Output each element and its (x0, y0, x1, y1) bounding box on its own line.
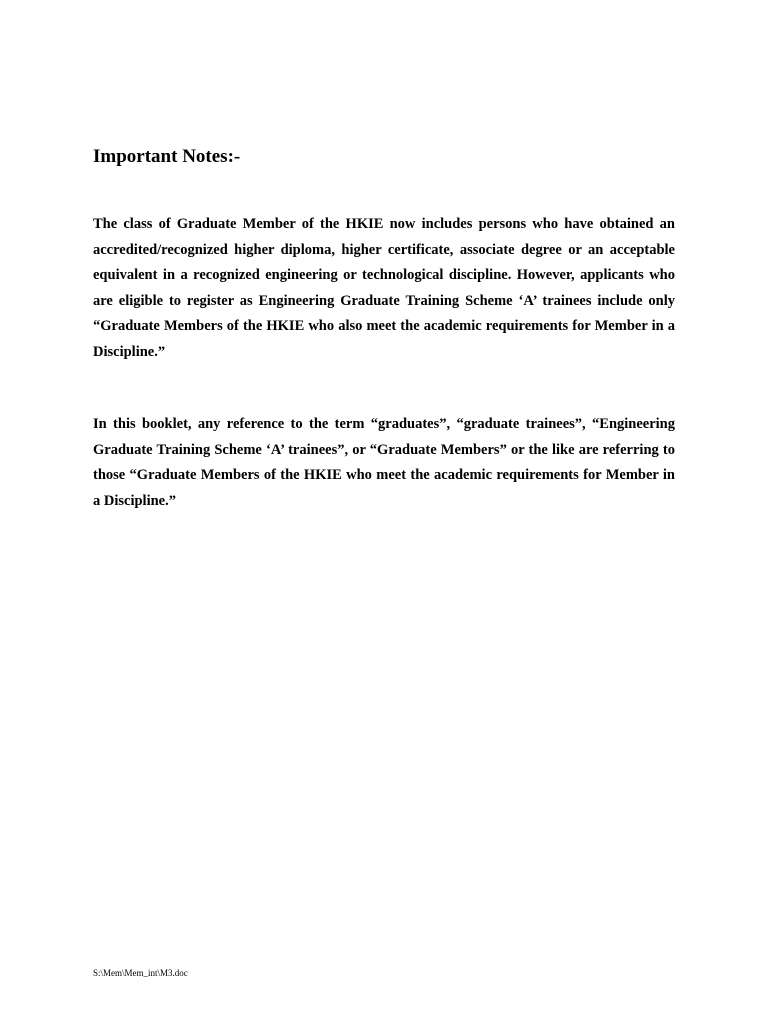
paragraph-graduate-member-class: The class of Graduate Member of the HKIE now includes persons who have obtained an accredited/recognized higher diploma, higher certificate, associate degree or an acceptable equivalent in a recognized engineering or technological discipline. However, applicants who are eligible to register as Engineering Graduate Training Scheme ‘A’ trainees include only “Graduate Members of the HKIE who also meet the academic requirements for Member in a Discipline.” (93, 216, 675, 360)
footer-file-path: S:\Mem\Mem_int\M3.doc (93, 968, 188, 978)
paragraph-booklet-terminology: In this booklet, any reference to the term “graduates”, “graduate trainees”, “Engineering Graduate Training Scheme ‘A’ trainees”, or “Graduate Members” or the like are referring to those “Graduate Members of the HKIE who meet the academic requirements for Member in a Discipline.” (93, 416, 675, 509)
page-title: Important Notes:- (93, 146, 241, 167)
